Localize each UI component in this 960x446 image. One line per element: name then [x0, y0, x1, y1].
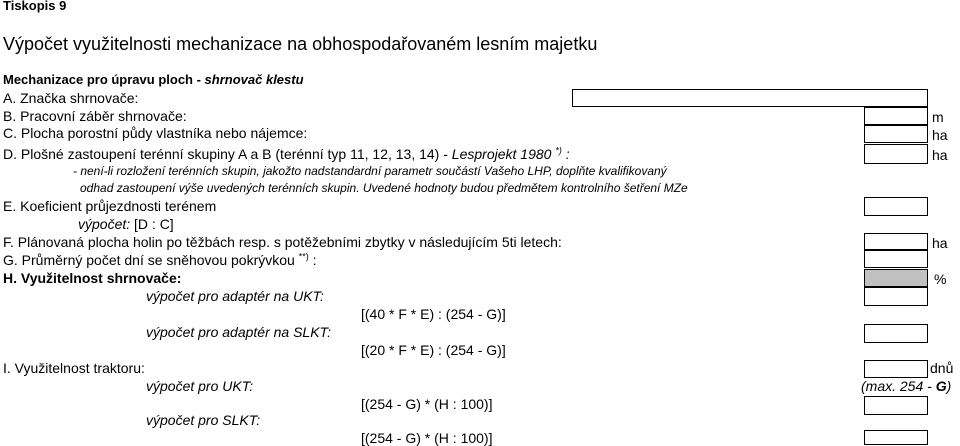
formula-slkt-adapter: [(20 * F * E) : (254 - G)]	[361, 342, 506, 358]
row-g-colon: :	[308, 252, 317, 268]
calc-slkt-adapter-label: výpočet pro adaptér na SLKT:	[146, 324, 331, 340]
formula-ukt-tractor: [(254 - G) * (H : 100)]	[361, 396, 493, 412]
footnote-marker-1: *)	[555, 145, 562, 156]
section-prefix: Mechanizace pro úpravu ploch -	[3, 72, 205, 87]
row-a-label: A. Značka shrnovače:	[3, 90, 139, 106]
row-h-label: H. Využitelnost shrnovače:	[3, 270, 182, 286]
slkt-tractor-output	[864, 430, 928, 445]
unit-days: dnů	[930, 360, 954, 376]
max-note-g: G	[935, 378, 947, 394]
row-i-label: I. Využitelnost traktoru:	[3, 360, 145, 376]
row-d-colon: :	[561, 146, 570, 162]
unit-ha-f: ha	[932, 235, 948, 251]
unit-ha-d: ha	[932, 147, 948, 163]
machine-type: shrnovač klestu	[204, 72, 304, 87]
max-note	[861, 379, 951, 393]
unit-m: m	[932, 109, 944, 125]
max-note-prefix: (max. 254 -	[861, 378, 936, 394]
working-width-input[interactable]	[864, 107, 928, 125]
tractor-utilization-output	[864, 360, 928, 378]
row-g-label	[3, 253, 317, 267]
unit-ha-c: ha	[932, 127, 948, 143]
shrnovac-utilization-output	[864, 269, 928, 287]
row-e-calc	[78, 217, 174, 231]
row-b-label: B. Pracovní záběr shrnovače:	[3, 108, 187, 124]
forest-area-input[interactable]	[864, 125, 928, 143]
section-title	[3, 73, 304, 86]
row-d-source: Lesprojekt 1980	[451, 146, 556, 162]
row-f-label: F. Plánovaná plocha holin po těžbách resp. s potěžebními zbytky v následujícím 5ti letech:	[3, 234, 562, 250]
row-e-formula: [D : C]	[130, 216, 174, 232]
clearing-area-input[interactable]	[864, 233, 928, 250]
ukt-adapter-output	[864, 287, 928, 306]
snow-days-input[interactable]	[864, 250, 928, 268]
formula-slkt-tractor: [(254 - G) * (H : 100)]	[361, 430, 493, 446]
ukt-tractor-output	[864, 396, 928, 415]
formula-ukt-adapter: [(40 * F * E) : (254 - G)]	[361, 306, 506, 322]
calc-ukt-adapter-label: výpočet pro adaptér na UKT:	[146, 288, 324, 304]
row-e-calc-label: výpočet:	[78, 216, 131, 232]
max-note-suffix: )	[946, 378, 952, 394]
page-title: Výpočet využitelnosti mechanizace na obhospodařovaném lesním majetku	[3, 34, 598, 54]
calc-ukt-label: výpočet pro UKT:	[146, 378, 254, 394]
row-c-label: C. Plocha porostní půdy vlastníka nebo nájemce:	[3, 125, 308, 141]
slkt-adapter-output	[864, 324, 928, 343]
brand-input[interactable]	[572, 89, 928, 107]
footnote-marker-2: **)	[298, 251, 309, 262]
row-d-label	[3, 147, 570, 161]
terrain-area-input[interactable]	[864, 144, 928, 164]
form-label: Tiskopis 9	[3, 0, 67, 13]
unit-percent: %	[934, 271, 947, 287]
row-g-main-text: G. Průměrný počet dní se sněhovou pokrývkou	[3, 252, 299, 268]
row-d-note-line1: - není-li rozložení terénních skupin, jakožto nadstandardní parametr součástí Vašeho LHP, doplňte kvalifikovaný	[73, 164, 667, 178]
calc-slkt-label: výpočet pro SLKT:	[146, 412, 261, 428]
row-d-main-text: D. Plošné zastoupení terénní skupiny A a B (terénní typ 11, 12, 13, 14) -	[3, 146, 452, 162]
coefficient-output	[864, 197, 928, 216]
row-e-label: E. Koeficient průjezdnosti terénem	[3, 198, 217, 214]
row-d-note-line2: odhad zastoupení výše uvedených terénních skupin. Uvedené hodnoty budou předmětem kontrolního šetření MZe	[80, 181, 688, 195]
